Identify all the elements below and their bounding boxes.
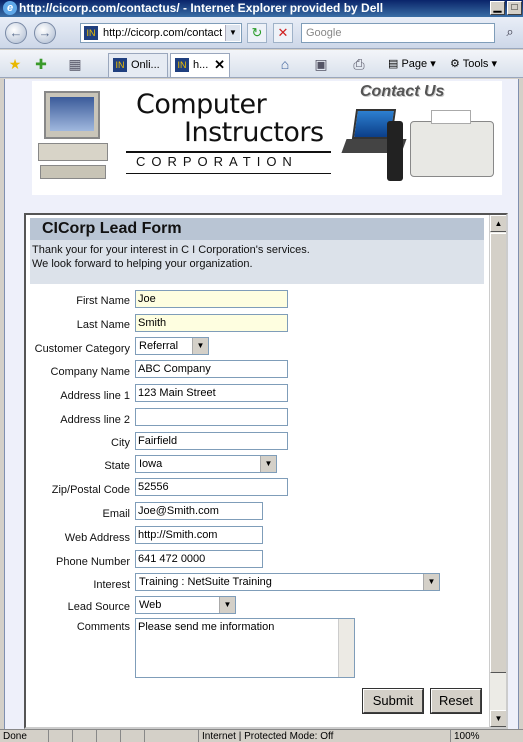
chevron-down-icon: ▼ — [260, 456, 276, 472]
city-label: City — [111, 437, 130, 449]
web-address-label: Web Address — [64, 532, 130, 544]
tab-online[interactable] — [108, 53, 168, 77]
last-name-input[interactable] — [135, 314, 288, 332]
site-banner — [32, 81, 502, 195]
customer-category-select[interactable] — [135, 337, 209, 355]
home-icon[interactable]: ⌂ — [280, 56, 290, 72]
comments-value: Please send me information — [138, 621, 275, 633]
company-name-label: Company Name — [50, 366, 130, 378]
minimize-button[interactable]: ▁ — [490, 1, 505, 15]
logo-line-2: Instructors — [184, 117, 324, 148]
phone-illustration — [387, 121, 403, 181]
form-scrollbar[interactable] — [489, 215, 506, 727]
chevron-down-icon: ▼ — [219, 597, 235, 613]
forward-button[interactable]: → — [34, 22, 56, 44]
tab-label: h... — [193, 59, 209, 71]
tab-contactus[interactable] — [170, 53, 230, 77]
gear-icon: ⚙ — [450, 58, 460, 70]
zip-input[interactable] — [135, 478, 288, 496]
last-name-label: Last Name — [76, 319, 130, 331]
site-favicon-icon: IN — [84, 26, 98, 40]
address-line-2-input[interactable] — [135, 408, 288, 426]
comments-scrollbar[interactable] — [338, 619, 354, 677]
lead-source-value: Web — [139, 599, 162, 611]
logo-line-1: Computer — [136, 89, 267, 120]
chevron-down-icon: ▼ — [423, 574, 439, 590]
quick-tabs-icon[interactable]: ▦ — [68, 56, 82, 72]
scroll-down-icon[interactable]: ▼ — [490, 710, 507, 727]
tab-label: Onli... — [131, 59, 160, 71]
lead-form-frame — [24, 213, 508, 729]
close-tab-icon[interactable]: ✕ — [214, 57, 225, 72]
refresh-button[interactable]: ↻ — [247, 23, 267, 43]
phone-number-input[interactable] — [135, 550, 263, 568]
search-icon[interactable]: ⌕ — [506, 24, 514, 39]
favorites-star-icon[interactable]: ★ — [8, 56, 22, 72]
first-name-input[interactable] — [135, 290, 288, 308]
tools-menu[interactable]: ⚙ Tools ▾ — [450, 58, 497, 70]
add-favorites-icon[interactable]: ✚ — [35, 56, 47, 72]
submit-button[interactable]: Submit — [363, 689, 423, 713]
internet-explorer-icon: e — [3, 1, 17, 15]
interest-select[interactable] — [135, 573, 440, 591]
lead-source-select[interactable] — [135, 596, 236, 614]
customer-category-label: Customer Category — [34, 343, 130, 355]
address-dropdown-button[interactable]: ▼ — [225, 25, 240, 41]
scroll-thumb[interactable] — [490, 233, 507, 673]
window-title: http://cicorp.com/contactus/ - Internet Explorer provided by Dell — [19, 1, 384, 15]
tab-favicon-icon: IN — [175, 58, 189, 72]
tools-menu-label: Tools — [462, 58, 489, 70]
customer-category-value: Referral — [139, 340, 179, 352]
state-label: State — [104, 460, 130, 472]
address-bar[interactable] — [80, 23, 242, 43]
search-input[interactable]: Google — [301, 23, 495, 43]
logo-line-3: CORPORATION — [136, 154, 298, 169]
state-select[interactable] — [135, 455, 277, 473]
fax-illustration — [410, 121, 494, 177]
scroll-up-icon[interactable]: ▲ — [490, 215, 507, 232]
chevron-down-icon: ▼ — [192, 338, 208, 354]
web-address-input[interactable] — [135, 526, 263, 544]
status-bar — [0, 729, 523, 742]
intro-line-1: Thank your for your interest in C I Corporation's services. — [32, 244, 310, 256]
lead-source-label: Lead Source — [67, 601, 130, 613]
email-input[interactable] — [135, 502, 263, 520]
intro-line-2: We look forward to helping your organization. — [32, 258, 253, 270]
interest-value: Training : NetSuite Training — [139, 576, 272, 588]
address-text: http://cicorp.com/contact — [103, 27, 223, 39]
security-zone[interactable]: Internet | Protected Mode: Off — [198, 730, 438, 742]
page-viewport — [4, 79, 519, 729]
window-title-bar — [0, 0, 523, 17]
page-menu[interactable]: ▤ Page ▾ — [388, 58, 436, 70]
page-menu-label: Page — [401, 58, 428, 70]
phone-number-label: Phone Number — [56, 556, 130, 568]
zoom-level[interactable]: 100% — [450, 730, 523, 742]
zip-label: Zip/Postal Code — [51, 484, 130, 496]
page-icon: ▤ — [388, 58, 399, 70]
company-name-input[interactable] — [135, 360, 288, 378]
state-value: Iowa — [139, 458, 163, 470]
feeds-icon[interactable]: ▣ — [314, 56, 328, 72]
status-text: Done — [3, 731, 27, 742]
first-name-label: First Name — [76, 295, 130, 307]
back-button[interactable]: ← — [5, 22, 27, 44]
reset-button[interactable]: Reset — [431, 689, 481, 713]
maximize-button[interactable]: □ — [507, 1, 522, 15]
address-line-1-label: Address line 1 — [60, 390, 130, 402]
tab-favicon-icon: IN — [113, 58, 127, 72]
stop-button[interactable]: ✕ — [273, 23, 293, 43]
comments-label: Comments — [76, 621, 130, 633]
navigation-bar — [0, 17, 523, 49]
address-line-2-label: Address line 2 — [60, 414, 130, 426]
email-label: Email — [102, 508, 130, 520]
contact-us-heading: Contact Us — [360, 83, 445, 100]
city-input[interactable] — [135, 432, 288, 450]
computer-illustration — [38, 91, 108, 183]
print-icon[interactable]: ⎙ — [353, 56, 365, 72]
interest-label: Interest — [93, 579, 130, 591]
form-title: CICorp Lead Form — [42, 220, 182, 237]
tab-command-bar — [0, 50, 523, 78]
address-line-1-input[interactable] — [135, 384, 288, 402]
comments-textarea[interactable] — [135, 618, 355, 678]
